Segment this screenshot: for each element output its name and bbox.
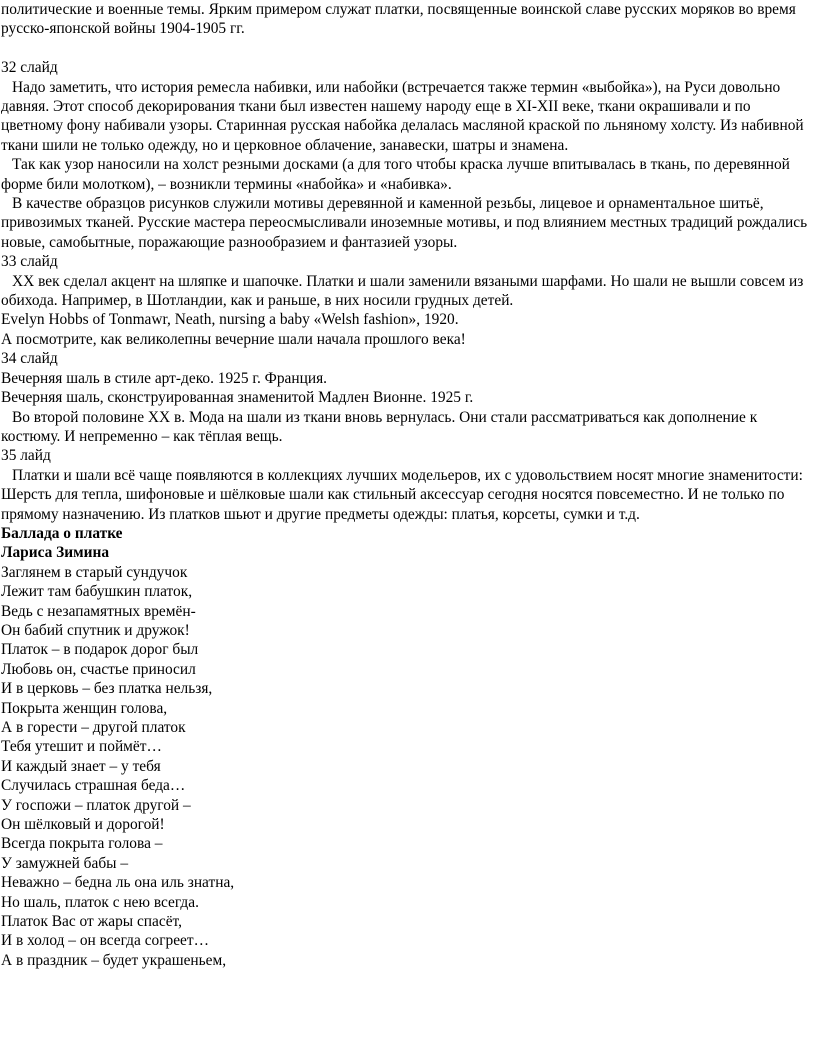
poem-body [1,563,811,971]
slide-32-paragraph-3: В качестве образцов рисунков служили мотивы деревянной и каменной резьбы, лицевое и орнаментальное шитьё, привозимых тканей. Русские мастера переосмысливали иноземные мотивы, и под влиянием местных традиций рождались новые, самобытные, поражающие разнообразием и фантазией узоры. [1,195,808,251]
poem-author: Лариса Зимина [1,544,110,562]
blank-line [1,39,811,58]
slide-33-caption: Evelyn Hobbs of Tonmawr, Neath, nursing a baby «Welsh fashion», 1920. [1,311,459,329]
poem-line: Покрыта женщин голова, [1,699,168,717]
poem-line: У замужней бабы – [1,854,129,872]
poem-line: Он бабий спутник и дружок! [1,621,190,639]
poem-line: Он шёлковый и дорогой! [1,816,165,834]
slide-34-caption-1: Вечерняя шаль в стиле арт-деко. 1925 г. Франция. [1,369,327,387]
poem-line: Неважно – бедна ль она иль знатна, [1,874,235,892]
slide-33-paragraph-3: А посмотрите, как великолепны вечерние шали начала прошлого века! [1,330,466,348]
slide-32-heading: 32 слайд [1,59,58,77]
poem-line: И каждый знает – у тебя [1,757,161,775]
slide-34-caption-2: Вечерняя шаль, сконструированная знаменитой Мадлен Вионне. 1925 г. [1,389,474,407]
poem-line: И в церковь – без платка нельзя, [1,680,213,698]
poem-line: Но шаль, платок с нею всегда. [1,893,199,911]
poem-line: Платок Вас от жары спасёт, [1,913,182,931]
slide-35-heading: 35 лайд [1,447,51,465]
slide-35-paragraph-2: Шерсть для тепла, шифоновые и шёлковые шали как стильный аксессуар сегодня носятся повсеместно. И не только по прямому назначению. Из платков шьют и другие предметы одежды: платья, корсеты, сумки и т.д. [1,486,785,523]
poem-title: Баллада о платке [1,524,123,542]
poem-line: Заглянем в старый сундучок [1,563,188,581]
slide-32-paragraph-1: Надо заметить, что история ремесла набивки, или набойки (встречается также термин «выбойка»), на Руси довольно давняя. Этот способ декорирования ткани был известен нашему народу еще в XI-XII веке, ткани окрашивали и по цветному фону набивали узоры. Старинная русская набойка делалась масляной краской по льняному холсту. Из набивной ткани шили не только одежду, но и церковное облачение, занавески, шатры и знамена. [1,78,804,154]
poem-line: Лежит там бабушкин платок, [1,583,193,601]
slide-34-paragraph-3: Во второй половине XX в. Мода на шали из ткани вновь вернулась. Они стали рассматриваться как дополнение к костюму. И непременно – как тёплая вещь. [1,408,758,445]
poem-line: Всегда покрыта голова – [1,835,163,853]
poem-line: Платок – в подарок дорог был [1,641,199,659]
slide-35-paragraph-1: Платки и шали всё чаще появляются в коллекциях лучших модельеров, их с удовольствием носят многие знаменитости: [12,466,803,484]
slide-33-heading: 33 слайд [1,253,58,271]
poem-line: Тебя утешит и поймёт… [1,738,162,756]
poem-line: И в холод – он всегда согреет… [1,932,210,950]
slide-32-paragraph-2: Так как узор наносили на холст резными досками (а для того чтобы краска лучше впитывалась в ткань, по деревянной форме били молотком), – возникли термины «набойка» и «набивка». [1,156,790,193]
poem-line: А в горести – другой платок [1,719,186,737]
slide-34-heading: 34 слайд [1,350,58,368]
poem-line: Случилась страшная беда… [1,777,186,795]
document-page [1,0,811,970]
intro-paragraph: политические и военные темы. Ярким примером служат платки, посвященные воинской славе русских моряков во время русско-японской войны 1904-1905 гг. [1,1,796,38]
poem-line: А в праздник – будет украшеньем, [1,951,227,969]
poem-line: У госпожи – платок другой – [1,796,191,814]
poem-line: Ведь с незапамятных времён- [1,602,196,620]
slide-33-paragraph-1: XX век сделал акцент на шляпке и шапочке. Платки и шали заменили вязаными шарфами. Но шали не вышли совсем из обихода. Например, в Шотландии, как и раньше, в них носили грудных детей. [1,272,804,310]
poem-line: Любовь он, счастье приносил [1,660,196,678]
